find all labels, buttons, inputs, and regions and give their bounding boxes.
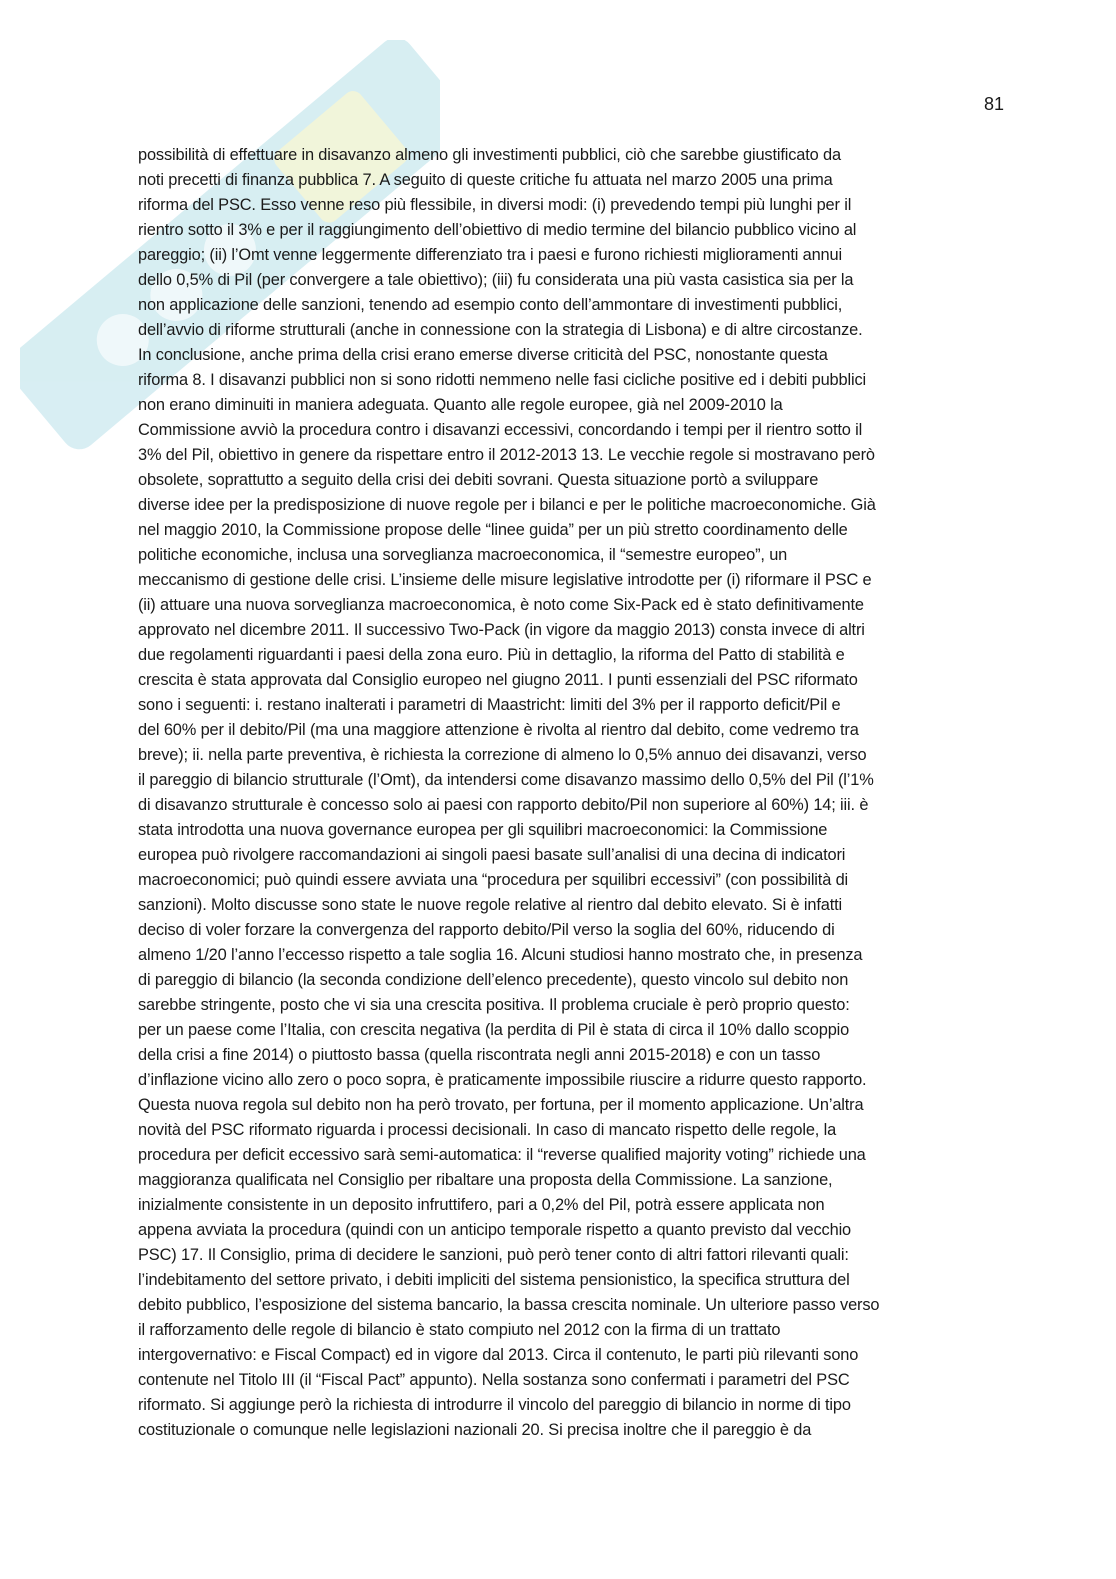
text-line: riformato. Si aggiunge però la richiesta di introdurre il vincolo del pareggio di bilancio in norme di tipo	[138, 1396, 851, 1414]
text-line: diverse idee per la predisposizione di nuove regole per i bilanci e per le politiche macroeconomiche. Già	[138, 496, 876, 514]
text-line: l’indebitamento del settore privato, i debiti impliciti del sistema pensionistico, la specifica struttura del	[138, 1271, 850, 1289]
text-line: PSC) 17. Il Consiglio, prima di decidere le sanzioni, può però tener conto di altri fattori rilevanti quali:	[138, 1246, 849, 1264]
text-line: non erano diminuiti in maniera adeguata. Quanto alle regole europee, già nel 2009-2010 la	[138, 396, 783, 414]
text-line: dello 0,5% di Pil (per convergere a tale obiettivo); (iii) fu considerata una più vasta casistica sia per la	[138, 271, 854, 289]
text-line: pareggio; (ii) l’Omt venne leggermente differenziato tra i paesi e furono richiesti miglioramenti annui	[138, 246, 842, 264]
text-line: procedura per deficit eccessivo sarà semi-automatica: il “reverse qualified majority voting” richiede una	[138, 1146, 866, 1164]
text-line: della crisi a fine 2014) o piuttosto bassa (quella riscontrata negli anni 2015-2018) e con un tasso	[138, 1046, 821, 1064]
text-line: rientro sotto il 3% e per il raggiungimento dell’obiettivo di medio termine del bilancio pubblico vicino al	[138, 221, 857, 239]
text-line: sarebbe stringente, posto che vi sia una crescita positiva. Il problema cruciale è però proprio questo:	[138, 996, 850, 1014]
text-line: di pareggio di bilancio (la seconda condizione dell’elenco precedente), questo vincolo sul debito non	[138, 971, 849, 989]
text-line: politiche economiche, inclusa una sorveglianza macroeconomica, il “semestre europeo”, un	[138, 546, 788, 564]
text-line: dell’avvio di riforme strutturali (anche in connessione con la strategia di Lisbona) e di altre circostanze.	[138, 321, 863, 339]
text-line: possibilità di effettuare in disavanzo almeno gli investimenti pubblici, ciò che sarebbe giustificato da	[138, 146, 841, 164]
text-line: d’inflazione vicino allo zero o poco sopra, è praticamente impossibile riuscire a ridurre questo rapporto.	[138, 1071, 867, 1089]
text-line: sono i seguenti: i. restano inalterati i parametri di Maastricht: limiti del 3% per il rapporto deficit/Pil e	[138, 696, 841, 714]
text-line: riforma del PSC. Esso venne reso più flessibile, in diversi modi: (i) prevedendo tempi più lunghi per il	[138, 196, 852, 214]
text-line: inizialmente consistente in un deposito infruttifero, pari a 0,2% del Pil, potrà essere applicata non	[138, 1196, 825, 1214]
text-line: 3% del Pil, obiettivo in genere da rispettare entro il 2012-2013 13. Le vecchie regole si mostravano però	[138, 446, 875, 464]
text-line: almeno 1/20 l’anno l’eccesso rispetto a tale soglia 16. Alcuni studiosi hanno mostrato che, in presenza	[138, 946, 863, 964]
text-line: (ii) attuare una nuova sorveglianza macroeconomica, è noto come Six-Pack ed è stato definitivamente	[138, 596, 864, 614]
text-line: contenute nel Titolo III (il “Fiscal Pact” appunto). Nella sostanza sono confermati i parametri del PSC	[138, 1371, 850, 1389]
text-line: due regolamenti riguardanti i paesi della zona euro. Più in dettaglio, la riforma del Patto di stabilità e	[138, 646, 845, 664]
text-line: europea può rivolgere raccomandazioni ai singoli paesi basate sull’analisi di una decina di indicatori	[138, 846, 846, 864]
text-line: intergovernativo: e Fiscal Compact) ed in vigore dal 2013. Circa il contenuto, le parti più rilevanti sono	[138, 1346, 859, 1364]
text-line: Commissione avviò la procedura contro i disavanzi eccessivi, concordando i tempi per il rientro sotto il	[138, 421, 863, 439]
text-line: stata introdotta una nuova governance europea per gli squilibri macroeconomici: la Commissione	[138, 821, 828, 839]
text-line: il rafforzamento delle regole di bilancio è stato compiuto nel 2012 con la firma di un trattato	[138, 1321, 781, 1339]
text-line: per un paese come l’Italia, con crescita negativa (la perdita di Pil è stata di circa il 10% dallo scoppio	[138, 1021, 850, 1039]
text-line: In conclusione, anche prima della crisi erano emerse diverse criticità del PSC, nonostante questa	[138, 346, 828, 364]
text-line: approvato nel dicembre 2011. Il successivo Two-Pack (in vigore da maggio 2013) consta invece di altri	[138, 621, 865, 639]
text-line: appena avviata la procedura (quindi con un anticipo temporale rispetto a quanto previsto dal vecchio	[138, 1221, 852, 1239]
text-line: Questa nuova regola sul debito non ha però trovato, per fortuna, per il momento applicazione. Un’altra	[138, 1096, 864, 1114]
text-line: maggioranza qualificata nel Consiglio per ribaltare una proposta della Commissione. La sanzione,	[138, 1171, 833, 1189]
text-line: debito pubblico, l’esposizione del sistema bancario, la bassa crescita nominale. Un ulteriore passo verso	[138, 1296, 880, 1314]
text-line: il pareggio di bilancio strutturale (l’Omt), da intendersi come disavanzo massimo dello 0,5% del Pil (l’1%	[138, 771, 874, 789]
text-line: non applicazione delle sanzioni, tenendo ad esempio conto dell’ammontare di investimenti pubblici,	[138, 296, 843, 314]
text-line: meccanismo di gestione delle crisi. L’insieme delle misure legislative introdotte per (i) riformare il PSC e	[138, 571, 872, 589]
text-line: di disavanzo strutturale è concesso solo ai paesi con rapporto debito/Pil non superiore al 60%) 14; iii. è	[138, 796, 869, 814]
text-line: noti precetti di finanza pubblica 7. A seguito di queste critiche fu attuata nel marzo 2005 una prima	[138, 171, 833, 189]
text-line: macroeconomici; può quindi essere avviata una “procedura per squilibri eccessivi” (con possibilità di	[138, 871, 849, 889]
text-line: costituzionale o comunque nelle legislazioni nazionali 20. Si precisa inoltre che il pareggio è da	[138, 1421, 812, 1439]
text-line: del 60% per il debito/Pil (ma una maggiore attenzione è rivolta al rientro dal debito, come vedremo tra	[138, 721, 859, 739]
text-line: crescita è stata approvata dal Consiglio europeo nel giugno 2011. I punti essenziali del PSC riformato	[138, 671, 858, 689]
text-line: novità del PSC riformato riguarda i processi decisionali. In caso di mancato rispetto delle regole, la	[138, 1121, 837, 1139]
text-line: breve); ii. nella parte preventiva, è richiesta la correzione di almeno lo 0,5% annuo dei disavanzi, verso	[138, 746, 867, 764]
text-line: obsolete, soprattutto a seguito della crisi dei debiti sovrani. Questa situazione portò a sviluppare	[138, 471, 819, 489]
page-number: 81	[983, 94, 1004, 114]
text-line: sanzioni). Molto discusse sono state le nuove regole relative al rientro dal debito elevato. Si è infatti	[138, 896, 843, 914]
text-line: riforma 8. I disavanzi pubblici non si sono ridotti nemmeno nelle fasi cicliche positive ed i debiti pubblici	[138, 371, 866, 389]
text-line: deciso di voler forzare la convergenza del rapporto debito/Pil verso la soglia del 60%, riducendo di	[138, 921, 835, 939]
body-text	[138, 143, 1004, 1443]
text-line: nel maggio 2010, la Commissione propose delle “linee guida” per un più stretto coordinamento delle	[138, 521, 848, 539]
